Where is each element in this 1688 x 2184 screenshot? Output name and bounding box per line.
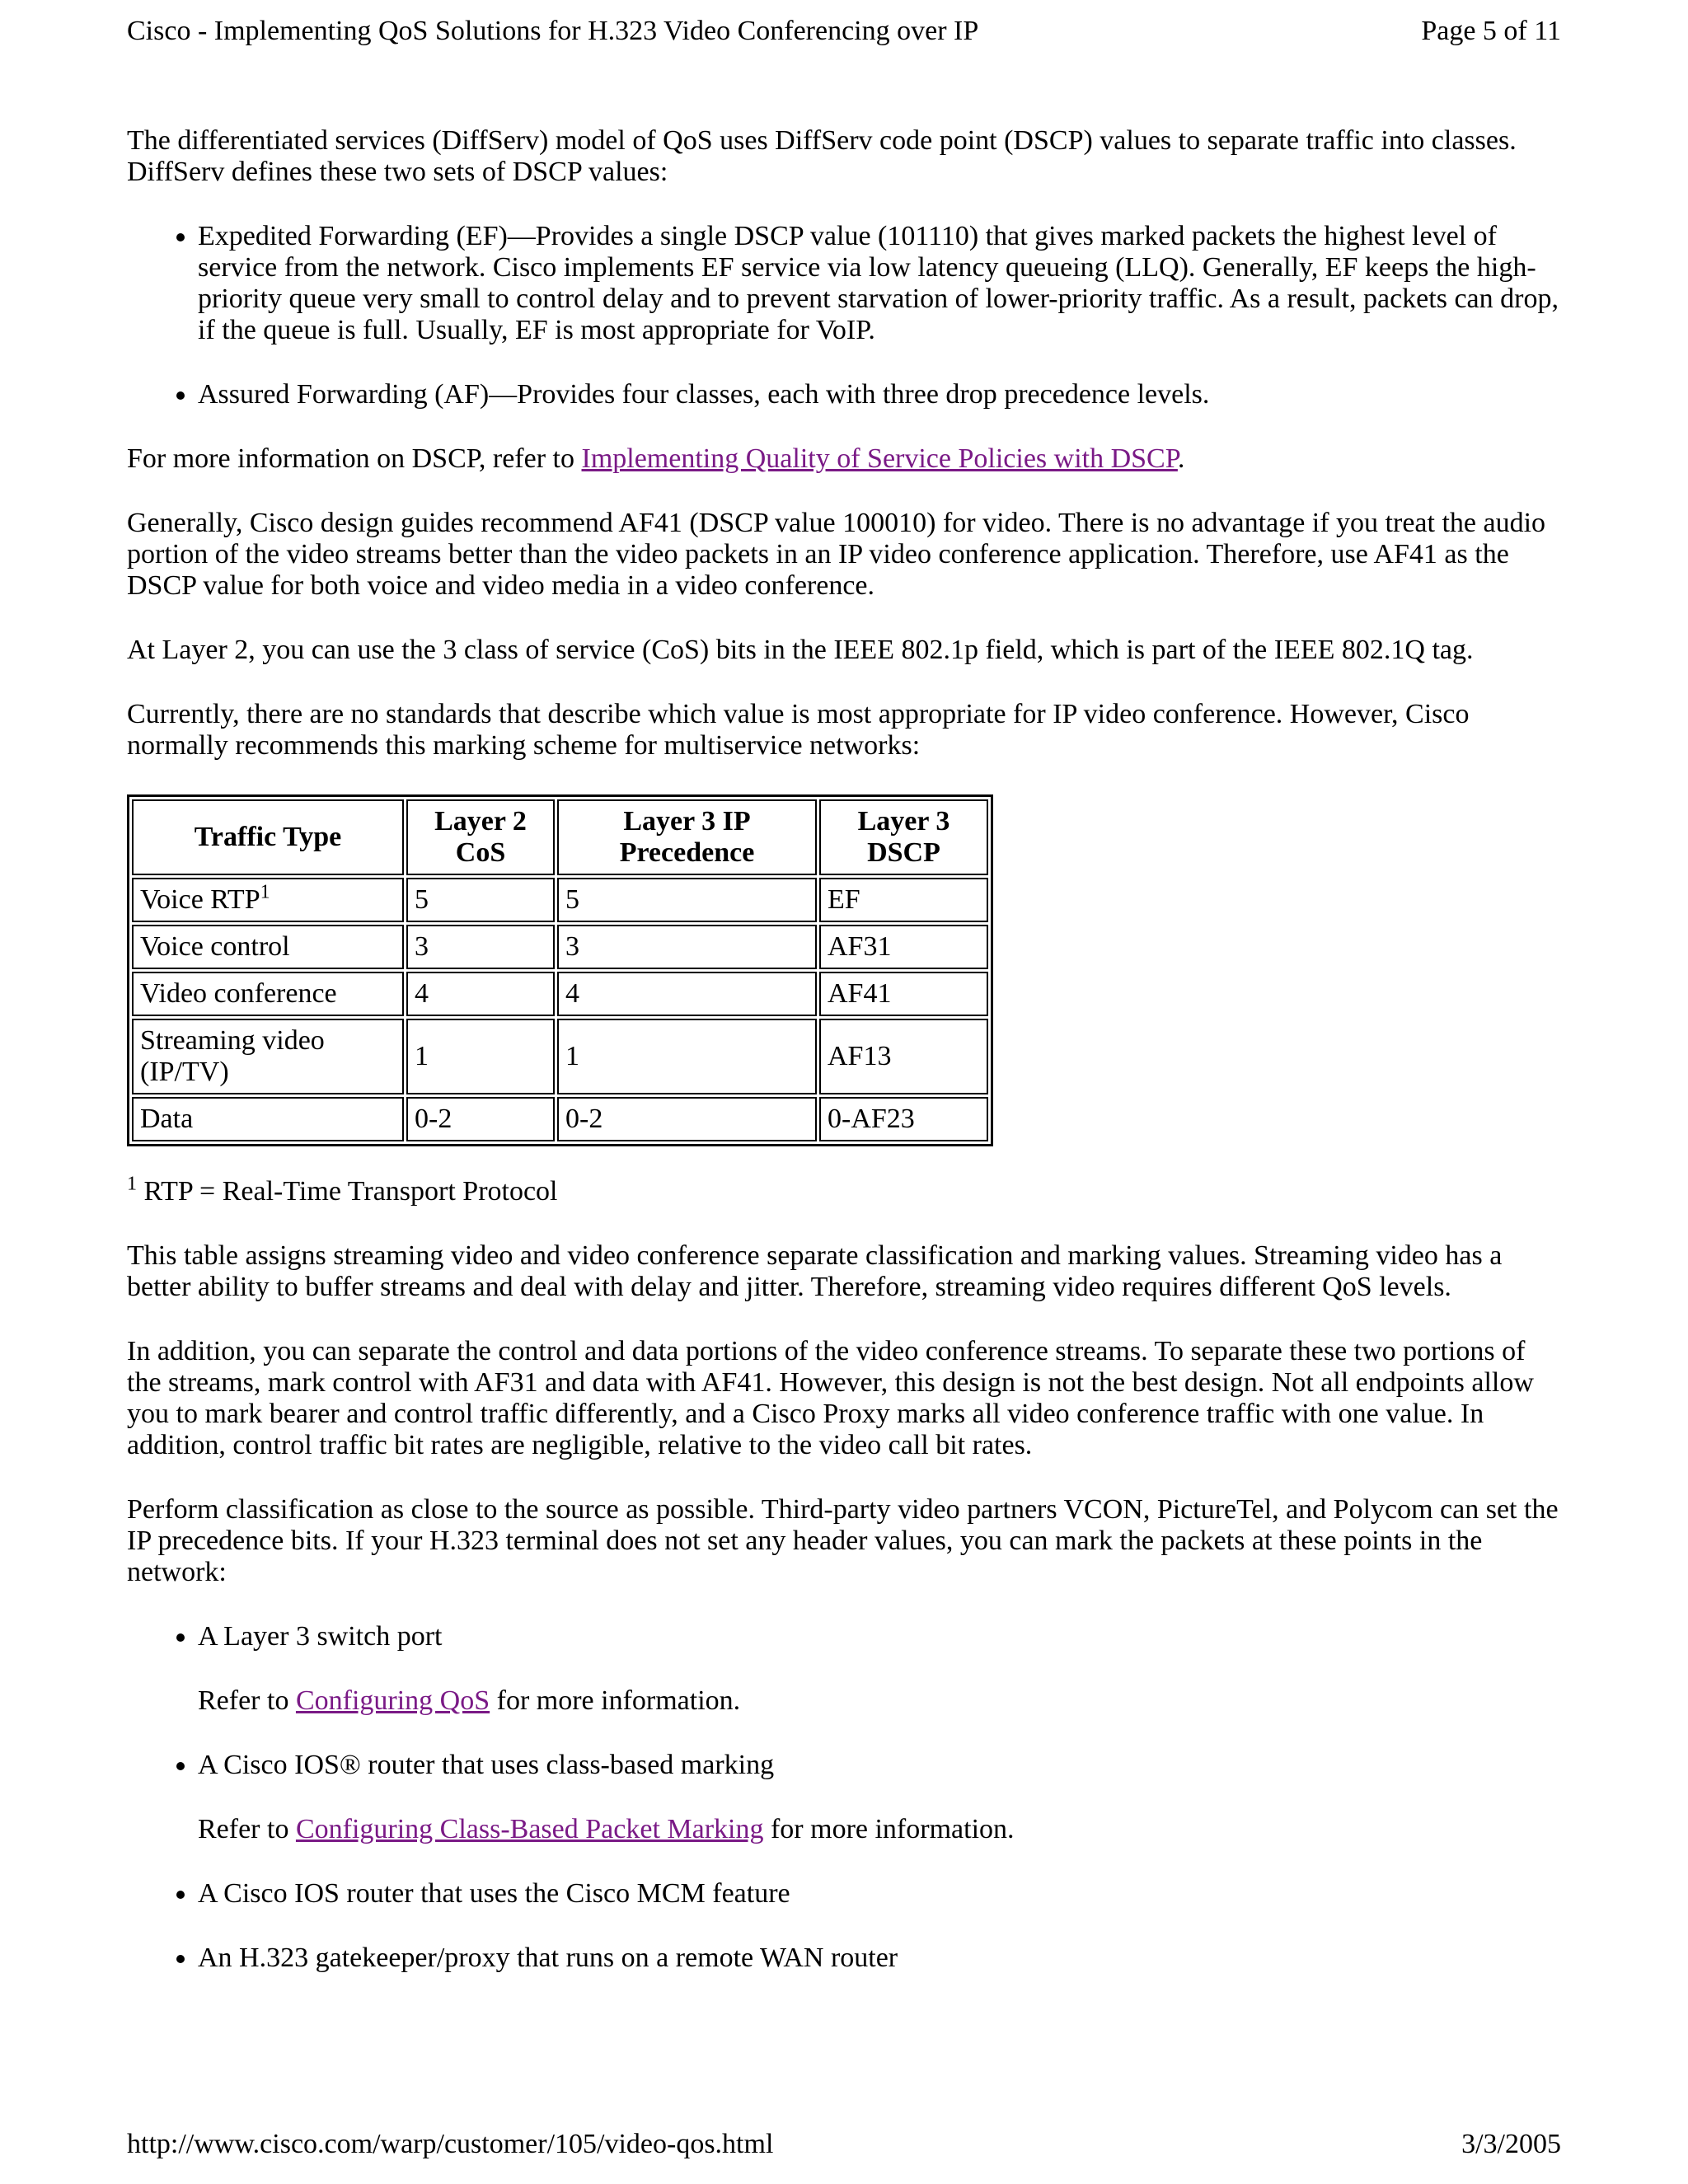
table-assigns-paragraph: This table assigns streaming video and video conference separate classification and marking values. Streaming video has a better ability to buffer streams and deal with delay and jitter. Therefore, streaming video requires different QoS levels. — [127, 1240, 1503, 1302]
ref-prefix: Refer to — [198, 1814, 296, 1844]
header-layer3-precedence-line1: Layer 3 IP — [623, 806, 751, 837]
link-configuring-qos[interactable]: Configuring QoS — [295, 1685, 490, 1716]
cell-traffic-type — [132, 1019, 404, 1094]
link-class-based-packet-marking[interactable]: Configuring Class-Based Packet Marking — [295, 1814, 764, 1844]
table-row — [132, 1019, 988, 1094]
cell-traffic-type: Data — [132, 1097, 404, 1141]
reference-configuring-qos — [198, 1685, 1561, 1717]
cell-traffic-type-line1: Streaming video — [140, 1025, 325, 1056]
cell-cos: 1 — [406, 1019, 555, 1094]
cell-traffic-type: Video conference — [132, 972, 404, 1016]
header-layer3-dscp — [819, 799, 988, 875]
list-item-af: • Assured Forwarding (AF)—Provides four classes, each with three drop precedence levels. — [198, 379, 1561, 410]
link-dscp-policies[interactable]: Implementing Quality of Service Policies with DSCP — [581, 443, 1178, 474]
page-number: Page 5 of 11 — [1421, 16, 1561, 46]
list-item-gatekeeper-proxy: • An H.323 gatekeeper/proxy that runs on a remote WAN router — [198, 1943, 1561, 1974]
marking-points-list — [127, 1621, 1561, 1974]
cell-dscp: AF41 — [819, 972, 988, 1016]
footer-date: 3/3/2005 — [1461, 2129, 1561, 2159]
cell-cos: 5 — [406, 878, 555, 922]
cell-precedence: 4 — [557, 972, 817, 1016]
footer-url: http://www.cisco.com/warp/customer/105/video-qos.html — [127, 2129, 774, 2159]
footnote-marker: 1 — [260, 881, 270, 903]
table-header-row — [132, 799, 988, 875]
list-item-layer3-switch — [198, 1621, 1561, 1717]
layer2-paragraph: At Layer 2, you can use the 3 class of service (CoS) bits in the IEEE 802.1p field, which is part of the IEEE 802.1Q tag. — [127, 635, 1474, 665]
cell-cos: 3 — [406, 925, 555, 969]
header-layer2-cos — [406, 799, 555, 875]
header-layer2-cos-line1: Layer 2 — [434, 806, 527, 837]
header-layer2-cos-line2: CoS — [455, 837, 506, 868]
dscp-sets-list — [127, 221, 1561, 410]
cell-dscp: AF31 — [819, 925, 988, 969]
more-info-suffix: . — [1177, 443, 1185, 474]
table-row — [132, 925, 988, 969]
table-row — [132, 1097, 988, 1141]
header-layer3-dscp-line1: Layer 3 — [857, 806, 950, 837]
footnote — [127, 1173, 1561, 1207]
cell-dscp: EF — [819, 878, 988, 922]
cell-precedence: 5 — [557, 878, 817, 922]
currently-paragraph: Currently, there are no standards that describe which value is most appropriate for IP video conference. However, Cisco normally recommends this marking scheme for multiservice networks: — [127, 699, 1470, 761]
header-layer3-precedence-line2: Precedence — [619, 837, 755, 868]
list-item-text: A Layer 3 switch port — [198, 1621, 443, 1652]
cell-precedence: 1 — [557, 1019, 817, 1094]
cell-precedence: 3 — [557, 925, 817, 969]
list-item-ef: • Expedited Forwarding (EF)—Provides a single DSCP value (101110) that gives marked packets the highest level of service from the network. Cisco implements EF service via low latency queueing (LLQ). Generally, EF keeps the high-priority queue very small to control delay and to prevent starvation of lower-priority traffic. As a result, packets can drop, if the queue is full. Usually, EF is most appropriate for VoIP. — [198, 221, 1561, 346]
ref-suffix: for more information. — [490, 1685, 741, 1716]
separate-portions-paragraph: In addition, you can separate the control and data portions of the video conference streams. To separate these two portions of the streams, mark control with AF31 and data with AF41. However, this design is not the best design. Not all endpoints allow you to mark bearer and control traffic differently, and a Cisco Proxy marks all video conference traffic with one value. In addition, control traffic bit rates are negligible, relative to the video call bit rates. — [127, 1336, 1534, 1460]
af41-paragraph: Generally, Cisco design guides recommend AF41 (DSCP value 100010) for video. There is no advantage if you treat the audio portion of the video streams better than the video packets in an IP video conference application. Therefore, use AF41 as the DSCP value for both voice and video media in a video conference. — [127, 508, 1546, 601]
table-row — [132, 972, 988, 1016]
cell-dscp: 0-AF23 — [819, 1097, 988, 1141]
marking-scheme-table — [127, 794, 993, 1146]
cell-cos: 0-2 — [406, 1097, 555, 1141]
list-item-ios-class-based — [198, 1750, 1561, 1845]
ref-suffix: for more information. — [763, 1814, 1015, 1844]
cell-traffic-type: Voice control — [132, 925, 404, 969]
table-row — [132, 878, 988, 922]
cell-traffic-type-text: Voice RTP — [140, 884, 260, 915]
header-title: Cisco - Implementing QoS Solutions for H.323 Video Conferencing over IP — [127, 16, 979, 46]
classification-paragraph: Perform classification as close to the source as possible. Third-party video partners VCON, PictureTel, and Polycom can set the IP precedence bits. If your H.323 terminal does not set any header values, you can mark the packets at these points in the network: — [127, 1494, 1559, 1587]
header-layer3-precedence — [557, 799, 817, 875]
footnote-mark: 1 — [127, 1173, 137, 1195]
header-traffic-type: Traffic Type — [132, 799, 404, 875]
intro-paragraph: The differentiated services (DiffServ) model of QoS uses DiffServ code point (DSCP) values to separate traffic into classes. DiffServ defines these two sets of DSCP values: — [127, 125, 1517, 187]
cell-dscp: AF13 — [819, 1019, 988, 1094]
more-info-paragraph — [127, 443, 1561, 475]
more-info-prefix: For more information on DSCP, refer to — [127, 443, 582, 474]
header-layer3-dscp-line2: DSCP — [867, 837, 940, 868]
list-item-ios-mcm: • A Cisco IOS router that uses the Cisco MCM feature — [198, 1878, 1561, 1910]
cell-cos: 4 — [406, 972, 555, 1016]
reference-class-based-marking — [198, 1814, 1561, 1845]
document-body — [127, 125, 1561, 2007]
list-item-text: A Cisco IOS® router that uses class-based marking — [198, 1750, 775, 1780]
cell-traffic-type-line2: (IP/TV) — [140, 1057, 229, 1087]
cell-traffic-type — [132, 878, 404, 922]
cell-precedence: 0-2 — [557, 1097, 817, 1141]
ref-prefix: Refer to — [198, 1685, 296, 1716]
footnote-text: RTP = Real-Time Transport Protocol — [137, 1176, 558, 1207]
